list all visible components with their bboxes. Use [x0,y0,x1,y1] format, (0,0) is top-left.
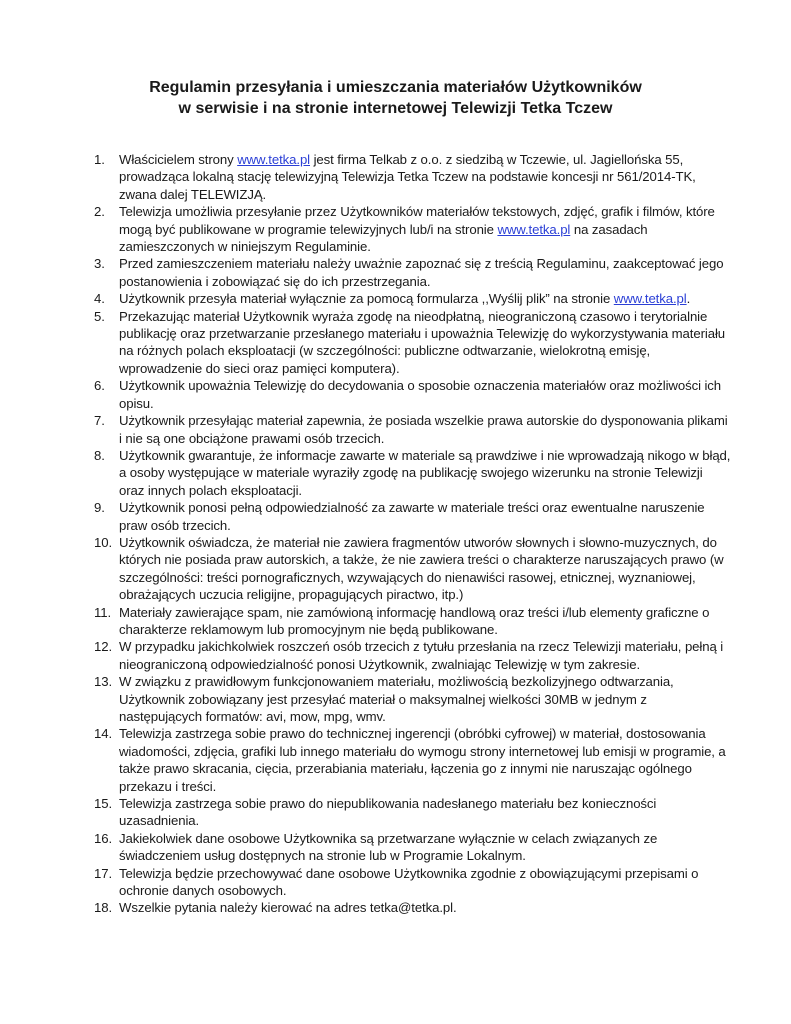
website-link[interactable]: www.tetka.pl [497,221,571,237]
list-item [0,412,791,447]
text-run: Telewizja będzie przechowywać dane osobowe Użytkownika zgodnie z obowiązującymi przepisami o ochronie danych osobowych. [119,865,699,899]
list-item [0,604,791,639]
text-run: Użytkownik przesyła materiał wyłącznie za pomocą formularza ,,Wyślij plik” na stronie [119,291,614,307]
text-run: Użytkownik oświadcza, że materiał nie zawiera fragmentów utworów słownych i słowno-muzycznych, do których nie posiada praw autorskich, a także, że nie zawiera treści o charakterze naruszających prawo (w szczególności: treści pornograficznych, wzywających do nienawiści rasowej, etnicznej, wyznaniowej, obrażających uczucia religijne, propagujących piractwo, itp.) [119,534,724,603]
list-item-number: 12. [94,639,113,655]
rules-list [0,151,791,917]
list-item [0,830,791,865]
list-item-text [119,291,690,306]
list-item-number: 10. [94,534,113,550]
list-item-text [119,500,705,532]
list-item [0,673,791,725]
text-run: Telewizja umożliwia przesyłanie przez Użytkowników materiałów tekstowych, zdjęć, grafik i filmów, które mogą być publikowane w programie telewizyjnych lub/i na stronie [119,204,715,237]
text-run: . [686,291,691,307]
list-item-number: 3. [94,256,105,272]
list-item-number: 8. [94,447,105,463]
text-run: Użytkownik przesyłając materiał zapewnia, że posiada wszelkie prawa autorskie do dysponowania plikami i nie są one obciążone prawami osób trzecich. [119,413,728,446]
text-run: jest firma Telkab z o.o. z siedzibą w Tczewie, ul. Jagiellońska 55, prowadząca lokalną stację telewizyjną Telewizja Tetka Tczew na podstawie koncesji nr 561/2014-TK, zwana dalej TELEWIZJĄ. [119,152,696,202]
list-item [0,725,791,795]
text-run: Telewizja zastrzega sobie prawo do niepublikowania nadesłanego materiału bez konieczności uzasadnienia. [119,796,657,829]
website-link[interactable]: www.tetka.pl [613,291,687,307]
list-item-number: 5. [94,308,105,324]
list-item-text [119,831,657,863]
title-line-1: Regulamin przesyłania i umieszczania materiałów Użytkowników [149,79,642,96]
list-item [0,447,791,499]
text-run: Wszelkie pytania należy kierować na adres tetka@tetka.pl. [119,900,457,916]
list-item-text [119,535,724,602]
list-item [0,377,791,412]
list-item-text [119,605,709,637]
list-item-number: 15. [94,796,113,812]
list-item-number: 2. [94,204,105,220]
list-item [0,203,791,255]
list-item-text [119,256,723,288]
list-item-number: 9. [94,500,105,516]
text-run: Użytkownik gwarantuje, że informacje zawarte w materiale są prawdziwe i nie wprowadzają nikogo w błąd, a osoby występujące w materiale wyraziły zgodę na publikację swojego wizerunku na stronie Telewizji oraz innych polach eksploatacji. [119,447,731,498]
text-run: Przed zamieszczeniem materiału należy uważnie zapoznać się z treścią Regulaminu, zaakceptować jego postanowienia i zobowiązać się do ich przestrzegania. [119,256,724,289]
list-item [0,899,791,916]
list-item-number: 18. [94,900,113,916]
list-item [0,865,791,900]
list-item [0,151,791,203]
list-item-number: 1. [94,152,105,167]
list-item-text [119,152,696,202]
list-item-number: 16. [94,830,113,846]
list-item-number: 4. [94,291,105,307]
list-item-number: 7. [94,413,105,429]
list-item [0,499,791,534]
page-title [60,77,731,119]
text-run: na zasadach zamieszczonych w niniejszym Regulaminie. [119,221,648,255]
title-line-2: w serwisie i na stronie internetowej Telewizji Tetka Tczew [178,100,613,117]
text-run: Właścicielem strony [119,152,238,167]
list-item-text [119,639,723,671]
list-item-text [119,448,730,498]
list-item-text [119,674,674,724]
text-run: Użytkownik upoważnia Telewizję do decydowania o sposobie oznaczenia materiałów oraz możliwości ich opisu. [119,378,722,411]
text-run: Jakiekolwiek dane osobowe Użytkownika są przetwarzane wyłącznie w celach związanych ze świadczeniem usług dostępnych na stronie lub w Programie Lokalnym. [119,830,658,864]
list-item [0,255,791,290]
list-item-text [119,413,728,445]
list-item-number: 6. [94,378,105,394]
text-run: Przekazując materiał Użytkownik wyraża zgodę na nieodpłatną, nieograniczoną czasowo i terytorialnie publikację oraz przetwarzanie przesłanego materiału i upoważnia Telewizję do wykorzystywania materiału na różnych polach eksploatacji (w szczególności: publiczne odtwarzanie, wielokrotną emisję, wprowadzenie do sieci oraz pamięci komputera). [119,308,726,376]
list-item [0,290,791,307]
list-item-text [119,309,725,376]
text-run: Telewizja zastrzega sobie prawo do technicznej ingerencji (obróbki cyfrowej) w materiał, dostosowania wiadomości, zdjęcia, grafiki lub innego materiału do wymogu strony internetowej lub emisji w programie, a także prawo skracania, cięcia, przerabiania materiału, łączenia go z innymi nie naruszając ogólnego przekazu i treści. [119,726,726,794]
list-item-number: 14. [94,726,113,742]
list-item-text [119,204,715,254]
text-run: Materiały zawierające spam, nie zamówioną informację handlową oraz treści i/lub elementy graficzne o charakterze reklamowym lub promocyjnym nie będą publikowane. [119,604,710,637]
list-item [0,638,791,673]
list-item-number: 17. [94,865,113,881]
text-run: W związku z prawidłowym funkcjonowaniem materiału, możliwością bezkolizyjnego odtwarzania, Użytkownik zobowiązany jest przesyłać materiał o maksymalnej wielkości 30MB w jednym z następujących formatów: avi, mow, mpg, wmv. [119,674,674,724]
website-link[interactable]: www.tetka.pl [237,152,311,167]
list-item-number: 13. [94,674,113,690]
list-item [0,534,791,604]
text-run: W przypadku jakichkolwiek roszczeń osób trzecich z tytułu przesłania na rzecz Telewizji materiału, pełną i nieograniczoną odpowiedzialność ponosi Użytkownik, zwalniając Telewizję w tym zakresie. [119,639,724,672]
list-item-text [119,796,656,828]
list-item-number: 11. [94,604,112,620]
list-item [0,795,791,830]
text-run: Użytkownik ponosi pełną odpowiedzialność za zawarte w materiale treści oraz ewentualne naruszenie praw osób trzecich. [119,500,705,533]
list-item [0,308,791,378]
list-item-text [119,726,726,793]
list-item-text [119,900,457,915]
list-item-text [119,866,698,898]
list-item-text [119,378,721,410]
